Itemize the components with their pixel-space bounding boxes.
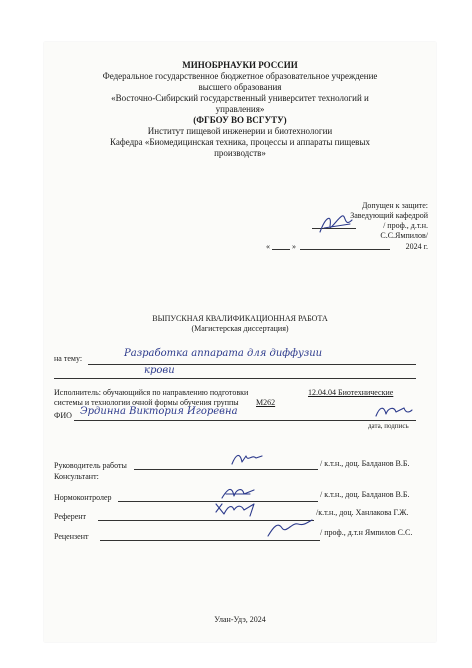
topic-line-1 xyxy=(88,364,416,365)
supervisor-label: Руководитель работы xyxy=(54,461,127,470)
institution-line-2: высшего образования xyxy=(198,82,282,92)
supervisor-value: / к.т.н., доц. Балданов В.Б. xyxy=(320,459,410,468)
referent-label: Референт xyxy=(54,512,87,521)
university-line-2: управления» xyxy=(215,104,265,114)
supervisor-line xyxy=(134,469,318,470)
reviewer-line xyxy=(100,540,320,541)
normcontroller-value: / к.т.н., доц. Балданов В.Б. xyxy=(320,490,410,499)
topic-handwritten-line-1: Разработка аппарата для диффузии xyxy=(124,348,323,359)
date-signature-caption: дата, подпись xyxy=(368,422,409,430)
fio-handwritten: Эрдинна Виктория Игоревна xyxy=(80,406,238,417)
head-name: С.С.Ямпилов/ xyxy=(380,231,428,240)
university-abbreviation: (ФГБОУ ВО ВСГУТУ) xyxy=(193,115,287,125)
admitted-label: Допущен к защите: xyxy=(361,201,428,210)
referent-signature-image xyxy=(214,500,264,520)
date-quote-open: « xyxy=(266,242,270,251)
document-page xyxy=(44,42,436,642)
institute-name: Институт пищевой инженерии и биотехнологии xyxy=(147,126,333,136)
head-signature-image xyxy=(316,212,356,236)
referent-value: /к.т.н., доц. Ханлакова Г.Ж. xyxy=(316,508,409,517)
performer-text-2: системы и технологии очной формы обучения группы xyxy=(54,398,239,407)
head-of-department-label: Заведующий кафедрой xyxy=(350,211,428,220)
university-line-1: «Восточно-Сибирский государственный университет технологий и xyxy=(111,93,369,103)
date-quote-close: » xyxy=(292,242,296,251)
topic-handwritten-line-2: крови xyxy=(144,365,175,376)
normcontroller-label: Нормоконтролер xyxy=(54,493,112,502)
thesis-title: ВЫПУСКНАЯ КВАЛИФИКАЦИОННАЯ РАБОТА xyxy=(152,314,328,323)
fio-line xyxy=(74,420,416,421)
reviewer-signature-image xyxy=(264,518,314,540)
performer-group: М262 xyxy=(256,398,276,407)
department-line-2: производств» xyxy=(214,148,266,158)
reviewer-value: / проф., д.т.н Ямпилов С.С. xyxy=(320,528,413,537)
fio-label: ФИО xyxy=(54,411,72,420)
topic-label: на тему: xyxy=(54,354,83,363)
performer-text-1: Исполнитель: обучающийся по направлению подготовки xyxy=(54,388,249,397)
reviewer-label: Рецензент xyxy=(54,532,89,541)
ministry-title: МИНОБРНАУКИ РОССИИ xyxy=(182,60,298,70)
city-year: Улан-Удэ, 2024 xyxy=(214,615,266,624)
date-day-line xyxy=(272,249,290,250)
institution-line-1: Федеральное государственное бюджетное образовательное учреждение xyxy=(102,71,378,81)
topic-line-2 xyxy=(54,378,416,379)
thesis-subtitle: (Магистерская диссертация) xyxy=(191,324,289,333)
date-month-line xyxy=(300,249,390,250)
head-position: / проф., д.т.н. xyxy=(383,221,428,230)
supervisor-signature-image xyxy=(230,450,264,468)
department-line-1: Кафедра «Биомедицинская техника, процессы и аппараты пищевых xyxy=(110,137,370,147)
consultant-label: Консультант: xyxy=(54,472,99,481)
approval-year: 2024 г. xyxy=(405,242,428,251)
performer-direction: 12.04.04 Биотехнические xyxy=(308,388,394,397)
performer-signature-image xyxy=(374,404,414,420)
